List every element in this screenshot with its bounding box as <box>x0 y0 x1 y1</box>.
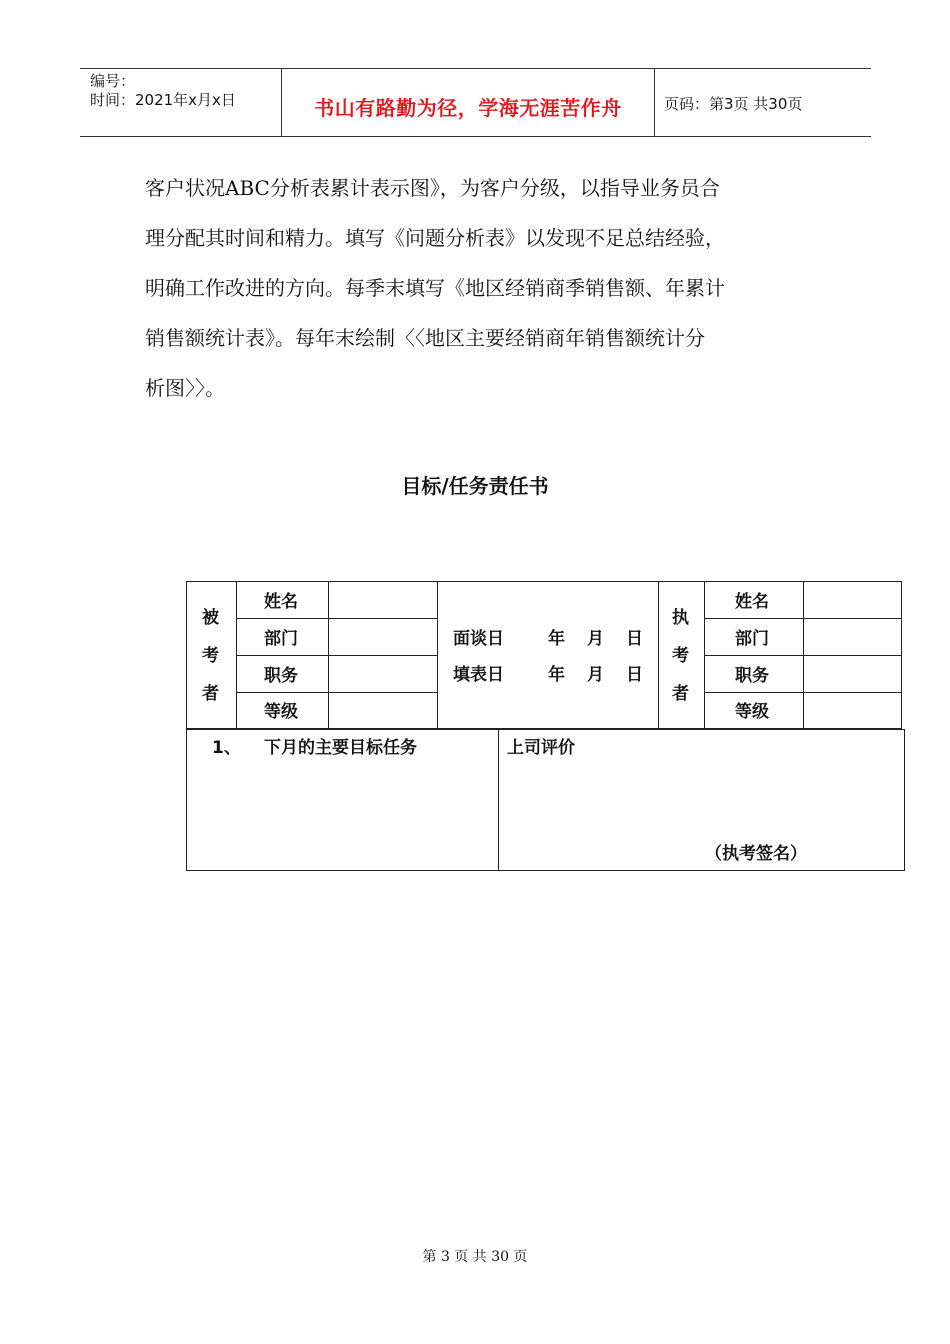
form-grid-line <box>658 581 659 729</box>
fill-date-year[interactable]: 年 <box>548 665 565 685</box>
interview-date-year[interactable]: 年 <box>548 629 565 649</box>
header-number-label: 编号： <box>90 72 136 90</box>
header-divider <box>281 68 282 136</box>
examinee-position-label: 职务 <box>264 666 298 686</box>
fill-date-label: 填表日 <box>453 665 504 685</box>
paragraph-line: 理分配其时间和精力。填写《问题分析表》以发现不足总结经验， <box>145 226 725 250</box>
examinee-label-char: 被 <box>202 608 219 628</box>
examinee-position-field[interactable] <box>329 656 436 691</box>
header-bottom-rule <box>80 136 871 137</box>
form-grid-line <box>437 581 438 729</box>
fill-date-month[interactable]: 月 <box>587 665 604 685</box>
examiner-label-char: 者 <box>672 684 689 704</box>
header-motto: 书山有路勤为径，学海无涯苦作舟 <box>314 96 622 120</box>
header-top-rule <box>80 68 871 69</box>
examiner-label-char: 考 <box>672 646 689 666</box>
interview-date-label: 面谈日 <box>453 629 504 649</box>
examiner-label-char: 执 <box>672 608 689 628</box>
footer-page-number: 第 3 页 共 30 页 <box>422 1249 528 1265</box>
examiner-grade-field[interactable] <box>804 693 901 728</box>
review-content-area[interactable] <box>502 760 902 830</box>
task-number: 1、 <box>212 738 241 758</box>
header-page-label: 页码：第3页 共30页 <box>664 95 803 113</box>
paragraph-line: 明确工作改进的方向。每季末填写《地区经销商季销售额、年累计 <box>145 276 725 300</box>
paragraph-line: 析图〉〉。 <box>145 376 225 400</box>
document-title: 目标/任务责任书 <box>401 474 549 498</box>
examinee-name-field[interactable] <box>329 582 436 617</box>
examinee-label-char: 考 <box>202 646 219 666</box>
review-label: 上司评价 <box>507 738 575 758</box>
task-label: 下月的主要目标任务 <box>264 738 417 758</box>
examinee-dept-field[interactable] <box>329 619 436 654</box>
paragraph-line: 销售额统计表》。每年末绘制〈〈地区主要经销商年销售额统计分 <box>145 326 705 350</box>
header-meta <box>90 72 236 110</box>
task-content-area[interactable] <box>190 760 495 868</box>
header-time-label: 时间：2021年x月x日 <box>90 91 236 109</box>
body-paragraph <box>145 163 815 413</box>
examinee-dept-label: 部门 <box>264 629 298 649</box>
examinee-label-char: 者 <box>202 684 219 704</box>
paragraph-line: 客户状况ABC分析表累计表示图》，为客户分级，以指导业务员合 <box>145 176 720 200</box>
signature-label: （执考签名） <box>705 844 807 864</box>
examinee-name-label: 姓名 <box>264 592 298 612</box>
examiner-position-field[interactable] <box>804 656 901 691</box>
interview-date-day[interactable]: 日 <box>626 629 643 649</box>
fill-date-day[interactable]: 日 <box>626 665 643 685</box>
examiner-dept-label: 部门 <box>735 629 769 649</box>
interview-date-month[interactable]: 月 <box>587 629 604 649</box>
form-grid-line <box>498 729 499 871</box>
examiner-grade-label: 等级 <box>735 702 769 722</box>
examiner-position-label: 职务 <box>735 666 769 686</box>
examiner-dept-field[interactable] <box>804 619 901 654</box>
header-divider <box>654 68 655 136</box>
examiner-name-field[interactable] <box>804 582 901 617</box>
examinee-grade-field[interactable] <box>329 693 436 728</box>
examinee-grade-label: 等级 <box>264 702 298 722</box>
examiner-name-label: 姓名 <box>735 592 769 612</box>
